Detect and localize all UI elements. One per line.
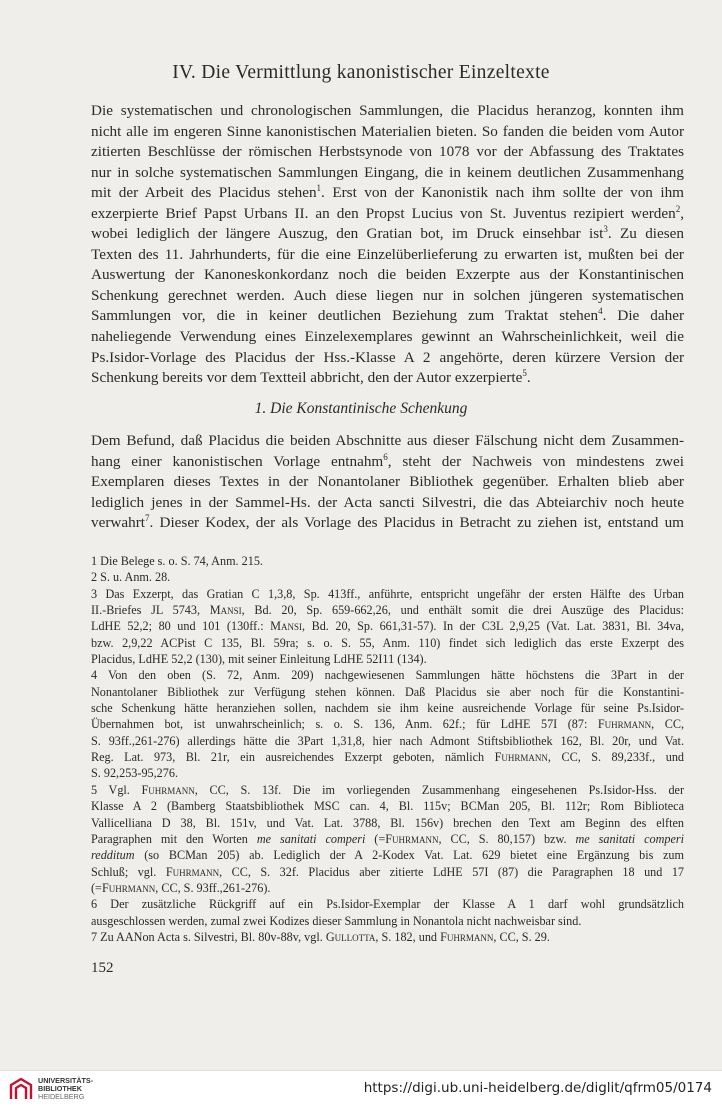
text-line: Sammlungen vor, die in keiner deutlichen Beziehung zum Traktat stehen$^4$. Die daher xyxy=(91,306,685,325)
footnote-5: 5 Vgl. Fuhrmann, CC, S. 13f. Die im vorliegenden Zusammenhang eingesehenen Ps.Isidor-Hss. der Klasse A 2 (Bamberg Staatsbibliothek MSC can. 4, Bl. 115v; BCMan 205, Bl. 112r; Rom Biblioteca Vallicelliana D 38, Bl. 151v, und Vat. Lat. 3788, Bl. 156v) brechen den Text am Beginn des elften Paragraphen mit den Worten me sanitati comperi (=Fuhrmann, CC, S. 80,157) bzw. me sanitati comperi redditum (so BCMan 205) ab. Lediglich der A 2-Kodex Vat. Lat. 629 bietet eine Ergänzung bis zum Schluß; vgl. Fuhrmann, CC, S. 32f. Placidus aber zitierte LdHE 57I (87) die Paragraphen 18 und 17 (=Fuhrmann, CC, S. 93ff.,261-276). xyxy=(91,782,685,895)
text-line: zitierten Beschlüsse der römischen Herbstsynode von 1078 vor der Abfassung des Traktates xyxy=(91,143,684,161)
text-line: naheliegende Verwendung eines Einzelexemplares gewinnt an Wahrscheinlichkeit, weil die xyxy=(91,328,684,346)
intro-paragraph xyxy=(91,101,684,389)
footnote-ref: 1 xyxy=(316,183,322,194)
footnote-3: 3 Das Exzerpt, das Gratian C 1,3,8, Sp. 413ff., anführte, entspricht ungefähr der ersten Hälfte des Urban II.-Briefes JL 5743, Mansi, Bd. 20, Sp. 659-662,26, und enthält somit die drei Auszüge des Placidus: LdHE 52,2; 80 und 101 (130ff.: Mansi, Bd. 20, Sp. 661,31-57). In der C3L 2,9,25 (Vat. Lat. 3831, Bl. 34va, bzw. 2,9,22 ACPist C 135, Bl. 59ra; s. o. S. 55, Anm. 110) findet sich lediglich das erste Exzerpt des Placidus, LdHE 52,2 (130), mit seiner Einleitung LdHE 52I11 (134). xyxy=(91,586,685,667)
text-line: lediglich jenes in der Sammel-Hs. der Acta sancti Silvestri, die das Abteiarchiv noch heute xyxy=(91,493,684,511)
footnote-ref: 5 xyxy=(522,368,527,379)
text-line: Exemplaren dieses Textes in der Nonantolaner Bibliothek gegenüber. Erhalten blieb aber xyxy=(91,473,684,491)
text-line: Dem Befund, daß Placidus die beiden Abschnitte aus dieser Fälschung nicht dem Zusammen- xyxy=(91,432,684,449)
footnote-ref: 4 xyxy=(598,306,603,317)
footnote-ref: 3 xyxy=(603,224,608,235)
footnote-ref: 6 xyxy=(383,451,388,462)
text-line: Die systematischen und chronologischen Sammlungen, die Placidus heranzog, konnten ihm xyxy=(91,102,684,119)
text-line: mit der Arbeit des Placidus stehen$^1$. Erst von der Kanonistik nach ihm sollte der von ihm xyxy=(91,183,684,202)
footnote-6: 6 Der zusätzliche Rückgriff auf ein Ps.Isidor-Exemplar der Klasse A 1 darf wohl grundsätzlich ausgeschlossen werden, zumal zwei Kodizes dieser Sammlung in Nonantola nicht nachweisbar sind. xyxy=(91,897,684,928)
text-line: Schenkung gerechnet werden. Auch diese liegen nur in solchen jüngeren systematischen xyxy=(91,286,684,304)
text-line: exzerpierte Brief Papst Urbans II. an den Propst Lucius von St. Juventus rezipiert werden$^2$, xyxy=(91,203,684,222)
text-line: verwahrt$^7$. Dieser Kodex, der als Vorlage des Placidus in Betracht zu ziehen ist, entstand um xyxy=(91,513,684,532)
footnote-1: 1 Die Belege s. o. S. 74, Anm. 215. xyxy=(91,554,263,568)
footnote-4: 4 Von den oben (S. 72, Anm. 209) nachgewiesenen Sammlungen hätte höchstens die 3Part in der Nonantolaner Bibliothek zur Verfügung stehen können. Daß Placidus sie aber noch für die Konstantini- sche Schenkung hätte heranziehen sollen, nachdem sie ihm keine ausreichende Vorlage für seine Ps.Isidor- Übernahmen bot, ist unwahrscheinlich; s. o. S. 136, Anm. 62f.; für LdHE 57I (87: Fuhrmann, CC, S. 93ff.,261-276) allerdings hätte die 3Part 1,31,8, hier nach Admont Stiftsbibliothek 162, Bl. 20r, und Vat. Reg. Lat. 973, Bl. 21r, ein ausreichendes Exzerpt geboten, nämlich Fuhrmann, CC, S. 89,233f., und S. 92,253-95,276. xyxy=(91,668,685,781)
text-line: Auswertung der Kanoneskonkordanz noch die beiden Exzerpte aus der Konstantinischen xyxy=(91,266,684,284)
library-name: UNIVERSITÄTS- BIBLIOTHEK HEIDELBERG xyxy=(38,1076,94,1101)
footnote-ref: 2 xyxy=(675,203,681,214)
library-logo-icon xyxy=(8,1076,34,1102)
footnote-ref: 7 xyxy=(144,513,150,524)
page-number: 152 xyxy=(91,960,114,976)
section-heading: 1. Die Konstantinische Schenkung xyxy=(254,400,468,417)
text-line: Texten des 11. Jahrhunderts, für die eine Einzelüberlieferung zu erwarten ist, mußten bei der xyxy=(91,245,684,263)
text-line: Ps.Isidor-Vorlage des Placidus der Hss.-Klasse A 2 angehörte, deren kürzere Version der xyxy=(91,348,684,366)
text-line: Schenkung bereits vor dem Textteil abbricht, den der Autor exzerpierte$^5$. xyxy=(91,368,531,387)
footnotes xyxy=(91,553,684,945)
text-line: hang einer kanonistischen Vorlage entnahm$^6$, steht der Nachweis von mindestens zwei xyxy=(91,451,684,470)
text-line: wobei lediglich der längere Auszug, den Gratian bot, im Druck einsehbar ist$^3$. Zu diesen xyxy=(91,224,684,243)
text-line: nicht alle im engeren Sinne kanonistischen Materialien bieten. So fanden die beiden vom Autor xyxy=(91,122,684,140)
chapter-title: IV. Die Vermittlung kanonistischer Einzeltexte xyxy=(172,62,550,83)
footnote-2: 2 S. u. Anm. 28. xyxy=(91,570,171,585)
footnote-7: 7 Zu AANon Acta s. Silvestri, Bl. 80v-88v, vgl. Gullotta, S. 182, und Fuhrmann, CC, S. 29. xyxy=(91,929,550,944)
section-paragraph xyxy=(91,431,684,534)
permalink-url[interactable]: https://digi.ub.uni-heidelberg.de/diglit/qfrm05/0174 xyxy=(363,1080,712,1096)
text-line: nur in solche systematischen Sammlungen Eingang, die in keinem deutlichen Zusammenhang xyxy=(91,163,684,181)
